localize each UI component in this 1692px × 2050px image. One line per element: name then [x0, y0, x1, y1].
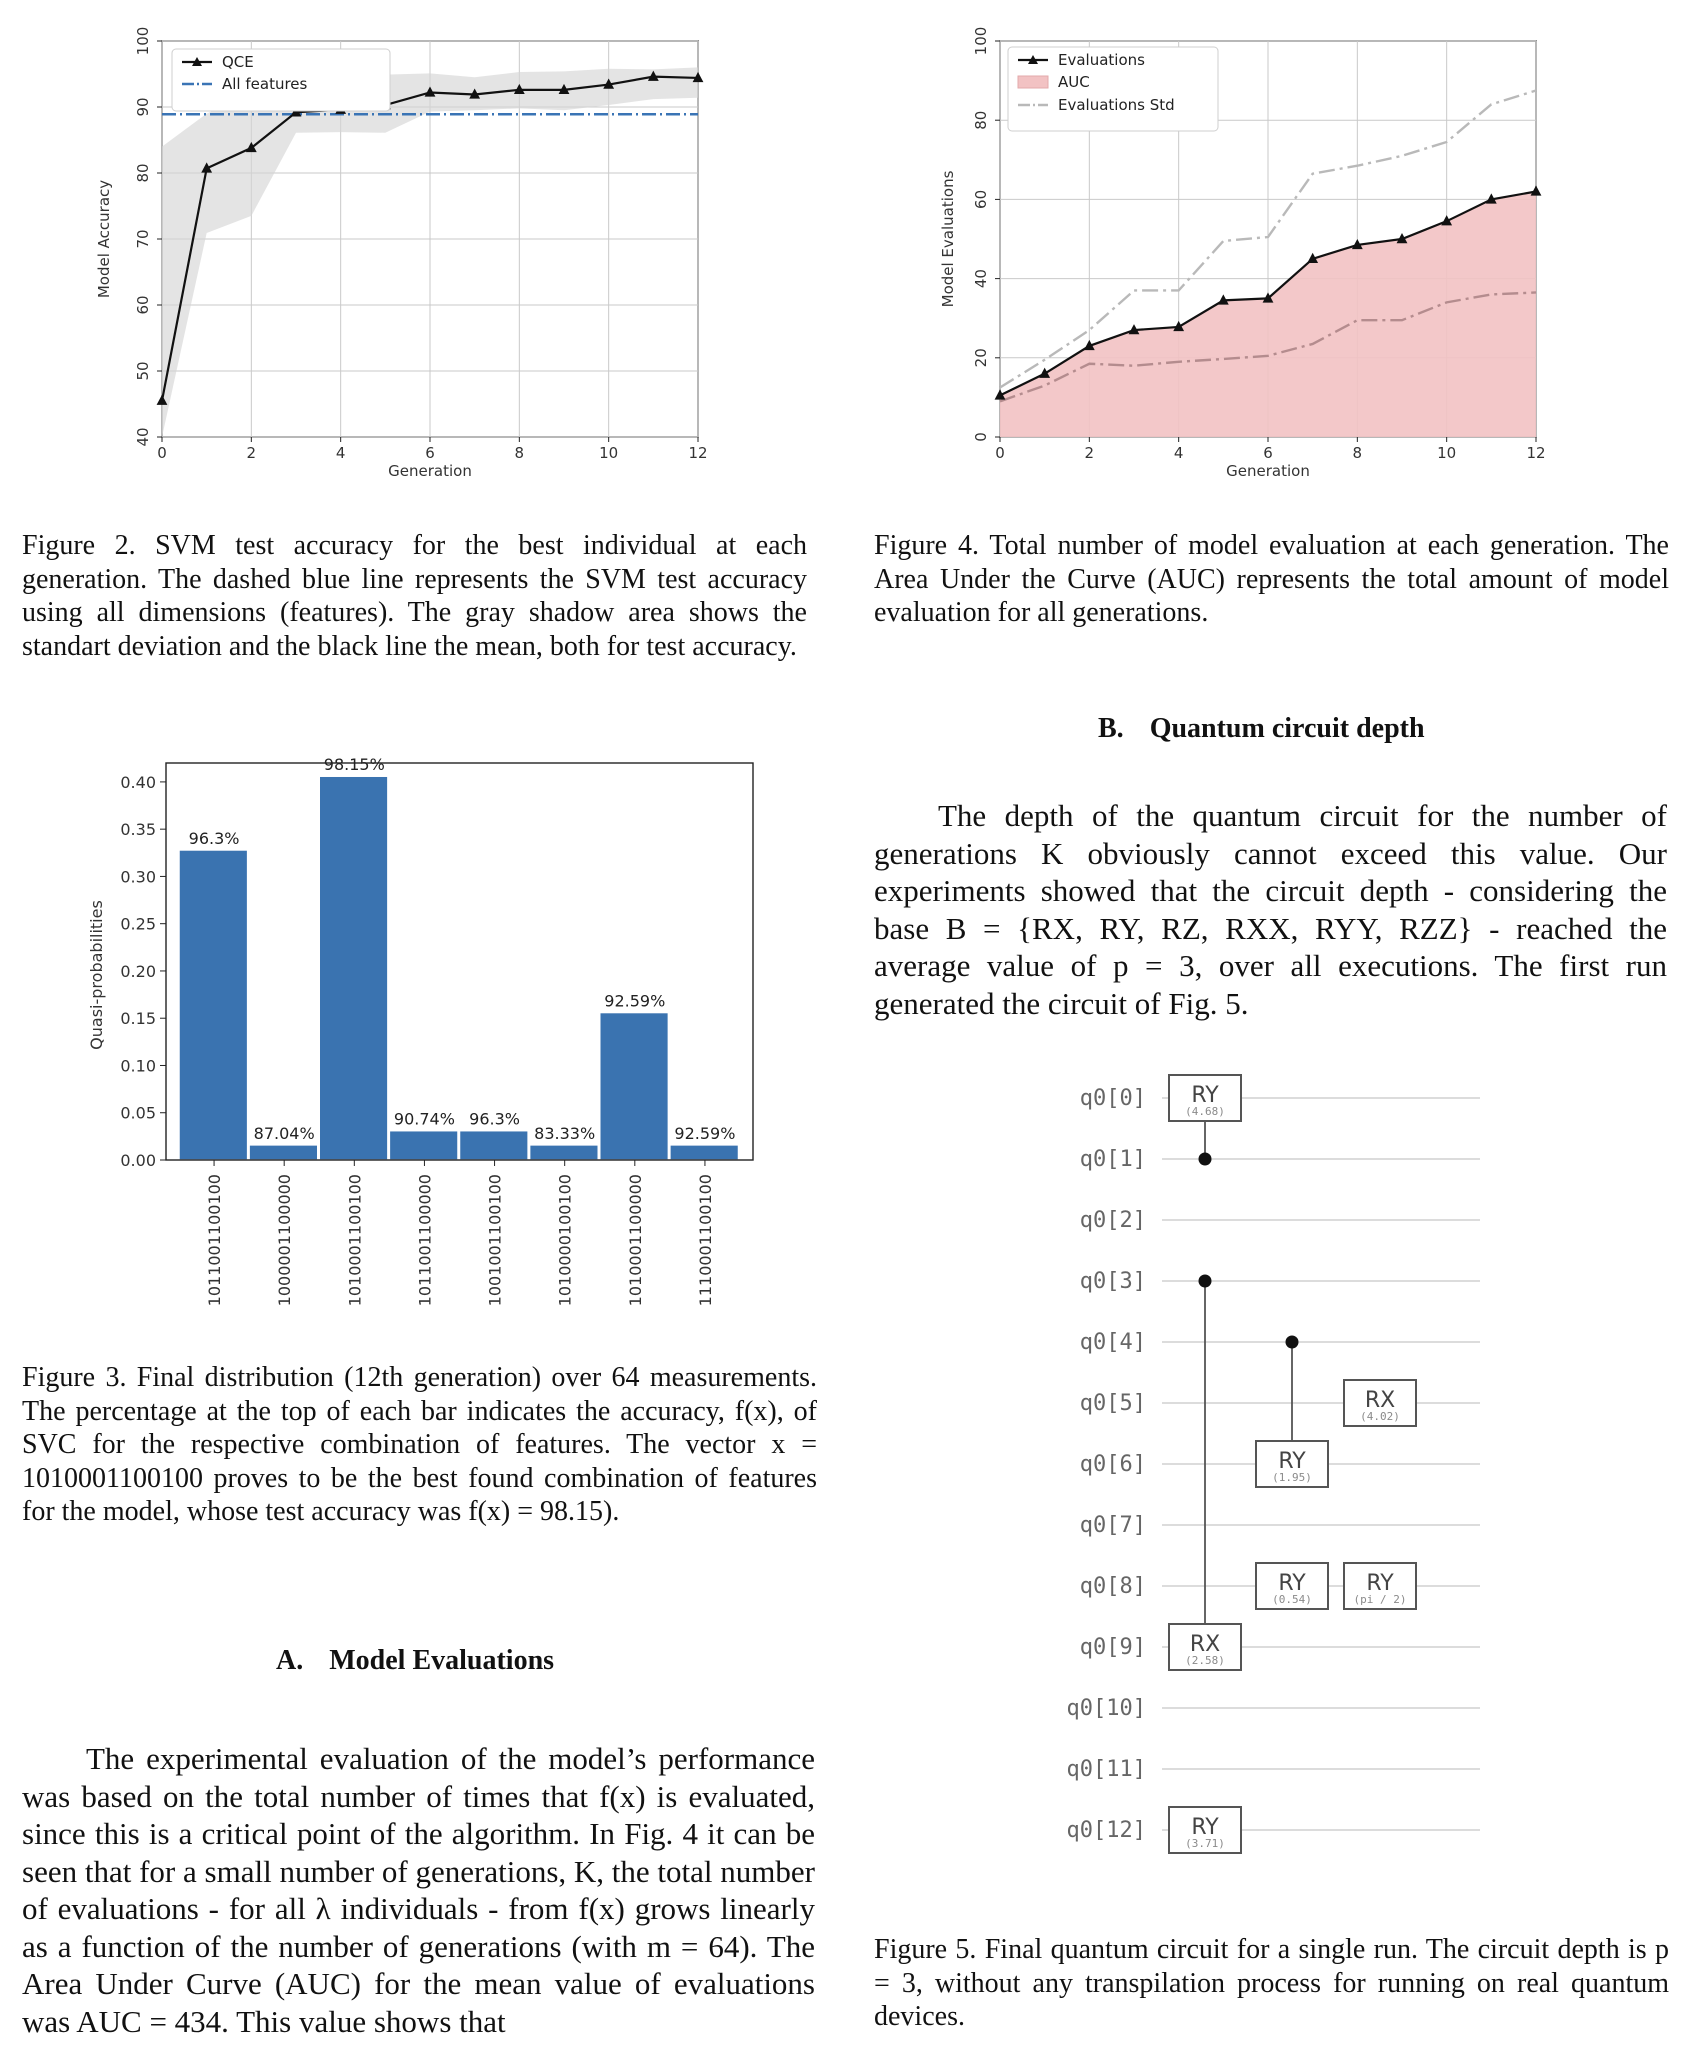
section-b-number: B.: [1098, 713, 1124, 744]
fig2-y-ticks: [134, 27, 162, 447]
fig3-y-tick-label: 0.35: [120, 820, 156, 840]
fig3-bar-label: 90.74%: [393, 1109, 455, 1129]
fig2-legend-allfeat-label: All features: [222, 75, 308, 93]
fig4-y-tick-label: 20: [972, 348, 990, 368]
fig3-x-ticks: [205, 1160, 715, 1306]
fig3-bar: [460, 1131, 529, 1160]
fig2-y-tick-label: 90: [134, 97, 152, 117]
fig2-ylabel: Model Accuracy: [95, 179, 113, 299]
fig3-x-tick-label: 1010000100100: [555, 1174, 575, 1307]
fig2-y-tick-label: 60: [134, 295, 152, 315]
fig4-y-tick-label: 40: [972, 269, 990, 289]
fig5-gate-param: (4.02): [1360, 1410, 1400, 1423]
fig2-y-tick-label: 80: [134, 163, 152, 183]
fig5-gate-name: RY: [1191, 1083, 1219, 1108]
fig5-gate-param: (1.95): [1272, 1471, 1312, 1484]
fig3-bars: [179, 755, 739, 1160]
fig3-bar: [179, 850, 248, 1160]
fig4-x-tick-label: 10: [1437, 444, 1457, 462]
fig5-qubit-label: q0[10]: [1066, 1696, 1146, 1721]
fig4-x-ticks: [995, 437, 1545, 462]
fig3-bar-label: 98.15%: [323, 755, 385, 775]
fig4-legend: [1008, 47, 1218, 131]
fig5-gate-param: (4.68): [1185, 1105, 1225, 1118]
fig3-y-ticks: [120, 773, 166, 1170]
fig4-ylabel: Model Evaluations: [939, 170, 957, 308]
figure-5-circuit: [1060, 1060, 1500, 1880]
fig2-y-tick-label: 40: [134, 427, 152, 447]
fig4-x-tick-label: 2: [1084, 444, 1095, 462]
fig3-y-tick-label: 0.15: [120, 1009, 156, 1029]
section-a-number: A.: [276, 1645, 304, 1676]
fig5-gate-name: RX: [1189, 1632, 1221, 1657]
fig5-gate-name: RY: [1191, 1815, 1219, 1840]
fig2-x-ticks: [157, 437, 707, 462]
fig3-x-tick-label: 1001001100100: [485, 1174, 505, 1307]
fig5-gate-param: (0.54): [1272, 1593, 1312, 1606]
fig4-legend-std-label: Evaluations Std: [1058, 96, 1175, 114]
fig5-qubit-label: q0[9]: [1079, 1635, 1146, 1660]
fig2-x-tick-label: 12: [688, 444, 708, 462]
fig5-qubit-label: q0[5]: [1079, 1391, 1146, 1416]
fig3-y-tick-label: 0.25: [120, 914, 156, 934]
fig5-qubit-label: q0[2]: [1079, 1208, 1146, 1233]
fig3-bar-label: 92.59%: [604, 991, 666, 1011]
fig3-x-tick-label: 1011001100100: [205, 1174, 225, 1307]
fig3-y-tick-label: 0.30: [120, 867, 156, 887]
fig5-gate-name: RY: [1366, 1571, 1394, 1596]
fig3-y-tick-label: 0.05: [120, 1103, 156, 1123]
fig4-xlabel: Generation: [1226, 462, 1310, 480]
fig3-y-tick-label: 0.00: [120, 1151, 156, 1170]
section-b-heading: [1098, 713, 1425, 745]
fig3-y-tick-label: 0.40: [120, 772, 156, 792]
fig3-bar-label: 92.59%: [674, 1123, 736, 1143]
fig4-x-tick-label: 4: [1173, 444, 1184, 462]
fig5-qubit-label: q0[11]: [1066, 1757, 1146, 1782]
fig4-x-tick-label: 8: [1352, 444, 1363, 462]
fig2-x-tick-label: 2: [246, 444, 257, 462]
fig2-y-tick-label: 50: [134, 361, 152, 381]
fig3-x-tick-label: 1011001100000: [415, 1174, 435, 1307]
fig4-y-ticks: [972, 27, 1000, 442]
fig4-legend-auc-label: AUC: [1058, 73, 1090, 91]
fig4-x-tick-label: 6: [1263, 444, 1273, 462]
fig3-ylabel: Quasi-probabilities: [87, 900, 106, 1050]
fig5-gate-param: (2.58): [1185, 1654, 1225, 1667]
fig2-y-tick-label: 70: [134, 229, 152, 249]
fig5-qubit-label: q0[6]: [1079, 1452, 1146, 1477]
fig3-x-tick-label: 1010001100000: [625, 1174, 645, 1307]
fig5-gate-name: RY: [1278, 1449, 1306, 1474]
fig4-y-tick-label: 100: [972, 26, 990, 56]
fig3-bar: [389, 1131, 458, 1160]
figure-4-chart: [932, 20, 1572, 490]
figure-3-caption: Figure 3. Final distribution (12th generation) over 64 measurements. The percentage at the top of each bar indicates the accuracy, f(x), of SVC for the respective combination of features. The vector x = 1010001100100 proves to be the best found combination of features for the model, whose test accuracy was f(x) = 98.15).: [22, 1362, 817, 1527]
fig3-bar-label: 83.33%: [534, 1123, 596, 1143]
fig2-xlabel: Generation: [388, 462, 472, 480]
fig2-x-tick-label: 8: [514, 444, 525, 462]
fig2-legend-qce-label: QCE: [222, 53, 254, 71]
fig3-bar: [600, 1013, 669, 1160]
fig5-qubit-label: q0[8]: [1079, 1574, 1146, 1599]
fig5-qubit-label: q0[7]: [1079, 1513, 1146, 1538]
fig5-qubit-label: q0[1]: [1079, 1147, 1146, 1172]
fig5-control-dot: [1199, 1275, 1212, 1288]
figure-4-caption: Figure 4. Total number of model evaluation at each generation. The Area Under the Curve (AUC) represents the total amount of model evaluation for all generations.: [874, 530, 1669, 628]
fig3-y-tick-label: 0.10: [120, 1056, 156, 1076]
fig2-x-tick-label: 10: [599, 444, 619, 462]
fig5-qubit-label: q0[3]: [1079, 1269, 1146, 1294]
fig3-x-tick-label: 1000001100000: [275, 1174, 295, 1307]
fig3-y-tick-label: 0.20: [120, 961, 156, 981]
fig5-control-dot: [1199, 1153, 1212, 1166]
fig5-qubit-label: q0[0]: [1079, 1086, 1146, 1111]
fig3-bar: [670, 1145, 739, 1160]
fig4-y-tick-label: 80: [972, 110, 990, 130]
fig3-bar: [530, 1145, 599, 1160]
figure-3-chart: [80, 755, 760, 1315]
figure-2-caption: Figure 2. SVM test accuracy for the best individual at each generation. The dashed blue line represents the SVM test accuracy using all dimensions (features). The gray shadow area shows the standart deviation and the black line the mean, both for test accuracy.: [22, 530, 807, 662]
fig2-x-tick-label: 4: [335, 444, 346, 462]
fig3-x-tick-label: 1110001100100: [695, 1174, 715, 1307]
fig5-qubit-label: q0[4]: [1079, 1330, 1146, 1355]
fig3-x-tick-label: 1010001100100: [345, 1174, 365, 1307]
fig3-bar-label: 87.04%: [253, 1123, 315, 1143]
figure-2-chart: [80, 20, 720, 490]
fig4-y-tick-label: 0: [972, 432, 990, 442]
section-b-paragraph: The depth of the quantum circuit for the number of generations K obviously cannot exceed this value. Our experiments showed that the circuit depth - considering the base B = {RX, RY, RZ, RXX, RYY, RZZ} - reached the average value of p = 3, over all executions. The first run generated the circuit of Fig. 5.: [874, 798, 1667, 1021]
section-a-paragraph: The experimental evaluation of the model’s performance was based on the total number of times that f(x) is evaluated, since this is a critical point of the algorithm. In Fig. 4 it can be seen that for a small number of generations, K, the total number of evaluations - for all λ individuals - from f(x) grows linearly as a function of the number of generations (with m = 64). The Area Under Curve (AUC) for the mean value of evaluations was AUC = 434. This value shows that: [22, 1741, 815, 2039]
section-b-title: Quantum circuit depth: [1149, 713, 1425, 744]
fig5-gate-param: (pi / 2): [1353, 1593, 1407, 1606]
fig4-y-tick-label: 60: [972, 189, 990, 209]
fig3-bar-label: 96.3%: [469, 1109, 520, 1129]
section-a-heading: [276, 1645, 554, 1677]
fig5-control-dot: [1286, 1336, 1299, 1349]
fig2-y-tick-label: 100: [134, 26, 152, 56]
fig3-bar-label: 96.3%: [188, 828, 240, 848]
figure-5-caption: Figure 5. Final quantum circuit for a single run. The circuit depth is p = 3, without any transpilation process for running on real quantum devices.: [874, 1934, 1669, 2032]
fig4-x-tick-label: 12: [1526, 444, 1546, 462]
fig3-bar: [319, 776, 388, 1160]
fig5-gate-name: RY: [1278, 1571, 1306, 1596]
section-a-title: Model Evaluations: [329, 1645, 555, 1676]
fig5-qubit-label: q0[12]: [1066, 1818, 1146, 1843]
fig3-bar: [249, 1145, 318, 1160]
fig2-x-tick-label: 6: [425, 444, 435, 462]
fig4-x-tick-label: 0: [995, 444, 1005, 462]
fig2-x-tick-label: 0: [157, 444, 167, 462]
fig5-gate-param: (3.71): [1185, 1837, 1225, 1850]
fig4-legend-eval-label: Evaluations: [1058, 51, 1145, 69]
fig2-legend: [172, 49, 390, 111]
fig5-gate-name: RX: [1364, 1388, 1396, 1413]
fig4-legend-auc-swatch: [1018, 76, 1048, 88]
